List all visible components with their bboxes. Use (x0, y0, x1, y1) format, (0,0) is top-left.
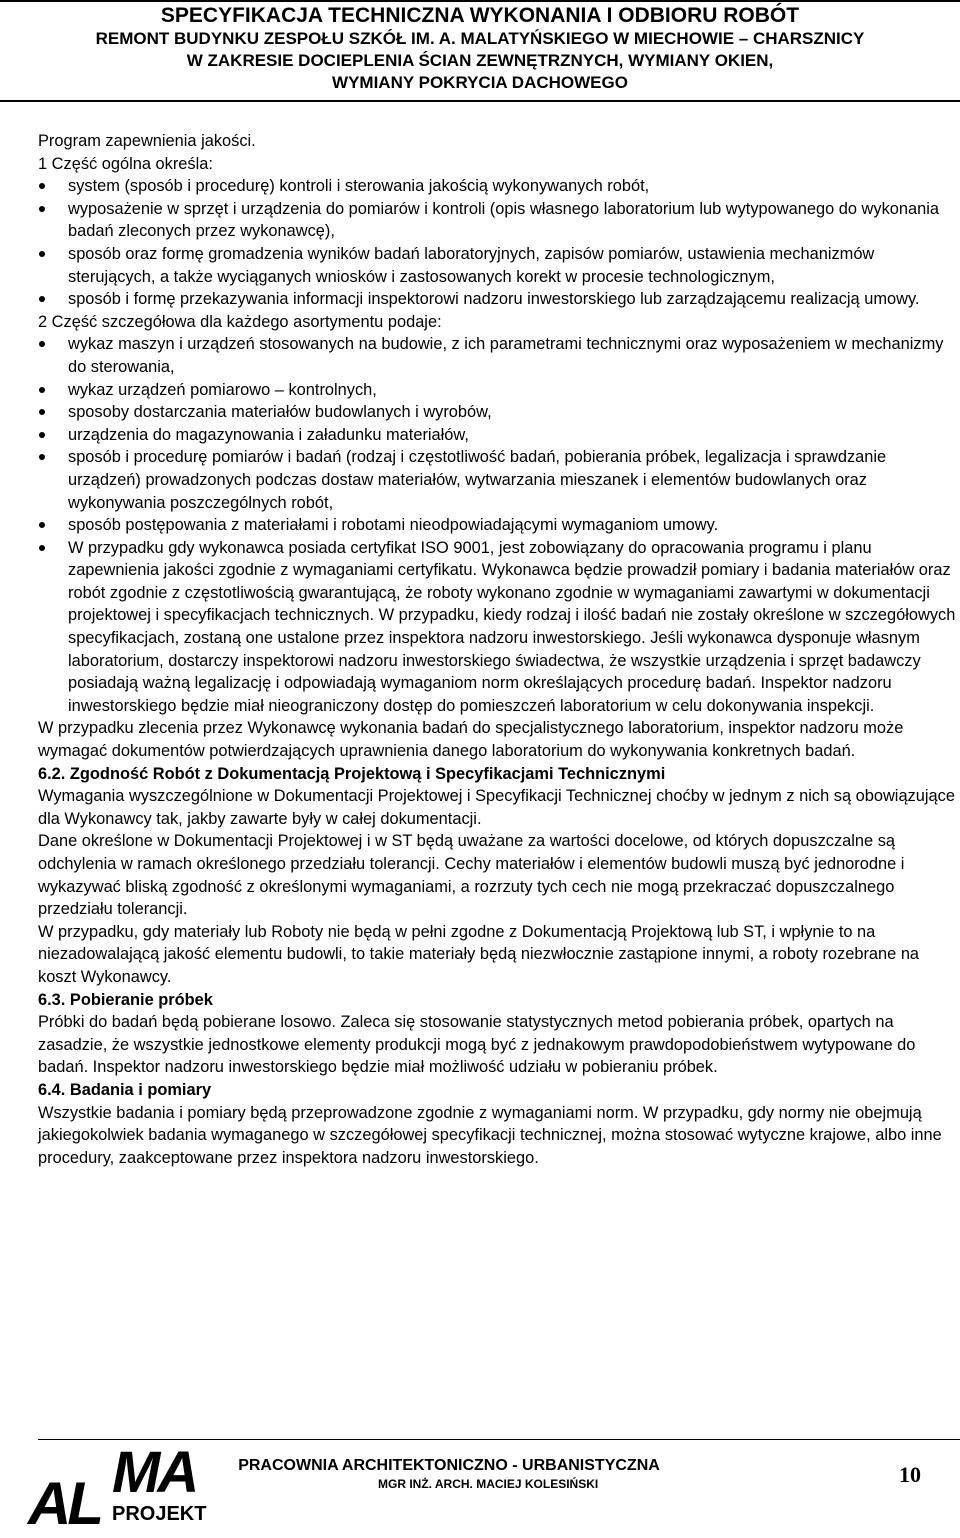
list-item: system (sposób i procedurę) kontroli i sterowania jakością wykonywanych robót, (38, 175, 958, 198)
author-name: MGR INŻ. ARCH. MACIEJ KOLESIŃSKI (378, 1477, 599, 1491)
document-header (0, 0, 960, 102)
paragraph-zlecenie: W przypadku zlecenia przez Wykonawcę wykonania badań do specjalistycznego laboratorium, inspektor nadzoru może wymagać dokumentów potwierdzających uprawnienia danego laboratorium do wykonywania konkretnych badań. (38, 719, 904, 761)
section-6-3-paragraph: Próbki do badań będą pobierane losowo. Zaleca się stosowanie statystycznych metod pobierania próbek, opartych na zasadzie, że wszystkie jednostkowe elementy produkcji mogą być z jednakowym prawdopodobieństwem wytypowane do badań. Inspektor nadzoru inwestorskiego będzie miał możliwość udziału w pobieraniu próbek. (38, 1013, 916, 1077)
studio-info (208, 1456, 690, 1492)
list-item: sposoby dostarczania materiałów budowlanych i wyrobów, (38, 401, 958, 424)
list-item: sposób i formę przekazywania informacji inspektorowi nadzoru inwestorskiego lub zarządzającemu realizacją umowy. (38, 288, 958, 311)
section-6-2-paragraph-1: Wymagania wyszczególnione w Dokumentacji Projektowej i Specyfikacji Technicznej choćby w jednym z nich są obowiązujące dla Wykonawcy tak, jakby zawarte były w całej dokumentacji. (38, 787, 955, 828)
section-6-2-paragraph-2: Dane określone w Dokumentacji Projektowej i w ST będą uważane za wartości docelowe, od których dopuszczalne są odchylenia w ramach określonego przedziału tolerancji. Cechy materiałów i elementów budowli muszą być jednorodne i wykazywać bliską zgodność z określonymi wymaganiami, a rozrzuty tych cech nie mogą przekraczać dopuszczalnego przedziału tolerancji. (38, 832, 905, 919)
document-body (38, 130, 958, 1169)
section-6-2-paragraph-3: W przypadku, gdy materiały lub Roboty nie będą w pełni zgodne z Dokumentacją Projektową lub ST, i wpłynie to na niezadowalającą jakość elementu budowli, to takie materiały będą niezwłocznie zastąpione innymi, a roboty rozebrane na koszt Wykonawcy. (38, 922, 920, 986)
header-line-4: WYMIANY POKRYCIA DACHOWEGO (332, 73, 628, 92)
studio-name: PRACOWNIA ARCHITEKTONICZNO - URBANISTYCZNA (238, 1457, 660, 1474)
list-item: sposób oraz formę gromadzenia wyników badań laboratoryjnych, zapisów pomiarów, ustawienia mechanizmów sterujących, a także wyciąganych wniosków i zastosowanych korekt w procesie technologicznym, (38, 243, 958, 288)
section-6-4-heading: 6.4. Badania i pomiary (38, 1080, 212, 1099)
list-item: wykaz maszyn i urządzeń stosowanych na budowie, z ich parametrami technicznymi oraz wyposażeniem w mechanizmy do sterowania, (38, 333, 958, 378)
list-item: urządzenia do magazynowania i załadunku materiałów, (38, 424, 958, 447)
header-line-3: W ZAKRESIE DOCIEPLENIA ŚCIAN ZEWNĘTRZNYCH, WYMIANY OKIEN, (186, 51, 774, 70)
header-line-2: REMONT BUDYNKU ZESPOŁU SZKÓŁ IM. A. MALATYŃSKIEGO W MIECHOWIE – CHARSZNICY (95, 29, 865, 48)
part2-title: 2 Część szczegółowa dla każdego asortymentu podaje: (38, 312, 442, 331)
part2-list (38, 333, 958, 717)
list-item: sposób postępowania z materiałami i robotami nieodpowiadającymi wymaganiom umowy. (38, 514, 958, 537)
list-item: sposób i procedurę pomiarów i badań (rodzaj i częstotliwość badań, pobierania próbek, legalizacja i sprawdzanie urządzeń) prowadzonych podczas dostaw materiałów, wytwarzania mieszanek i elementów budowlanych oraz wykonywania poszczególnych robót, (38, 446, 958, 514)
part1-list (38, 175, 958, 311)
section-6-2-heading: 6.2. Zgodność Robót z Dokumentacją Projektową i Specyfikacjami Technicznymi (38, 764, 666, 783)
alma-projekt-logo (28, 1440, 208, 1537)
list-item: wykaz urządzeń pomiarowo – kontrolnych, (38, 379, 958, 402)
section-6-4-paragraph: Wszystkie badania i pomiary będą przeprowadzone zgodnie z wymaganiami norm. W przypadku, gdy normy nie obejmują jakiegokolwiek badania wymaganego w szczegółowej specyfikacji technicznej, można stosować wytyczne krajowe, albo inne procedury, zaakceptowane przez inspektora nadzoru inwestorskiego. (38, 1103, 942, 1167)
part1-title: 1 Część ogólna określa: (38, 154, 213, 173)
intro-text: Program zapewnienia jakości. (38, 132, 256, 150)
logo-al: AL (28, 1470, 100, 1537)
list-item: wyposażenie w sprzęt i urządzenia do pomiarów i kontroli (opis własnego laboratorium lub wytypowanego do wykonania badań zleconych przez wykonawcę), (38, 198, 958, 243)
page-number: 10 (899, 1462, 921, 1487)
section-6-3-heading: 6.3. Pobieranie próbek (38, 990, 213, 1009)
header-title: SPECYFIKACJA TECHNICZNA WYKONANIA I ODBIORU ROBÓT (160, 4, 800, 27)
list-item: W przypadku gdy wykonawca posiada certyfikat ISO 9001, jest zobowiązany do opracowania programu i planu zapewnienia jakości zgodnie z wymaganiami certyfikatu. Wykonawca będzie prowadził pomiary i badania materiałów oraz robót zgodnie z częstotliwością gwarantującą, że roboty wykonano zgodnie w wymaganiami zawartymi w dokumentacji projektowej i specyfikacjach technicznych. W przypadku, kiedy rodzaj i ilość badań nie zostały określone w szczegółowych specyfikacjach, zostaną one ustalone przez inspektora nadzoru inwestorskiego. Jeśli wykonawca dysponuje własnym laboratorium, dostarczy inspektorowi nadzoru inwestorskiego świadectwa, że wszystkie urządzenia i sprzęt badawczy posiadają ważną legalizację i odpowiadają wymaganiom norm określających procedurę badań. Inspektor nadzoru inwestorskiego będzie miał nieograniczony dostęp do pomieszczeń laboratorium w celu dokonywania inspekcji. (38, 537, 958, 718)
logo-projekt: PROJEKT (112, 1503, 207, 1525)
logo-ma: MA (112, 1440, 197, 1505)
